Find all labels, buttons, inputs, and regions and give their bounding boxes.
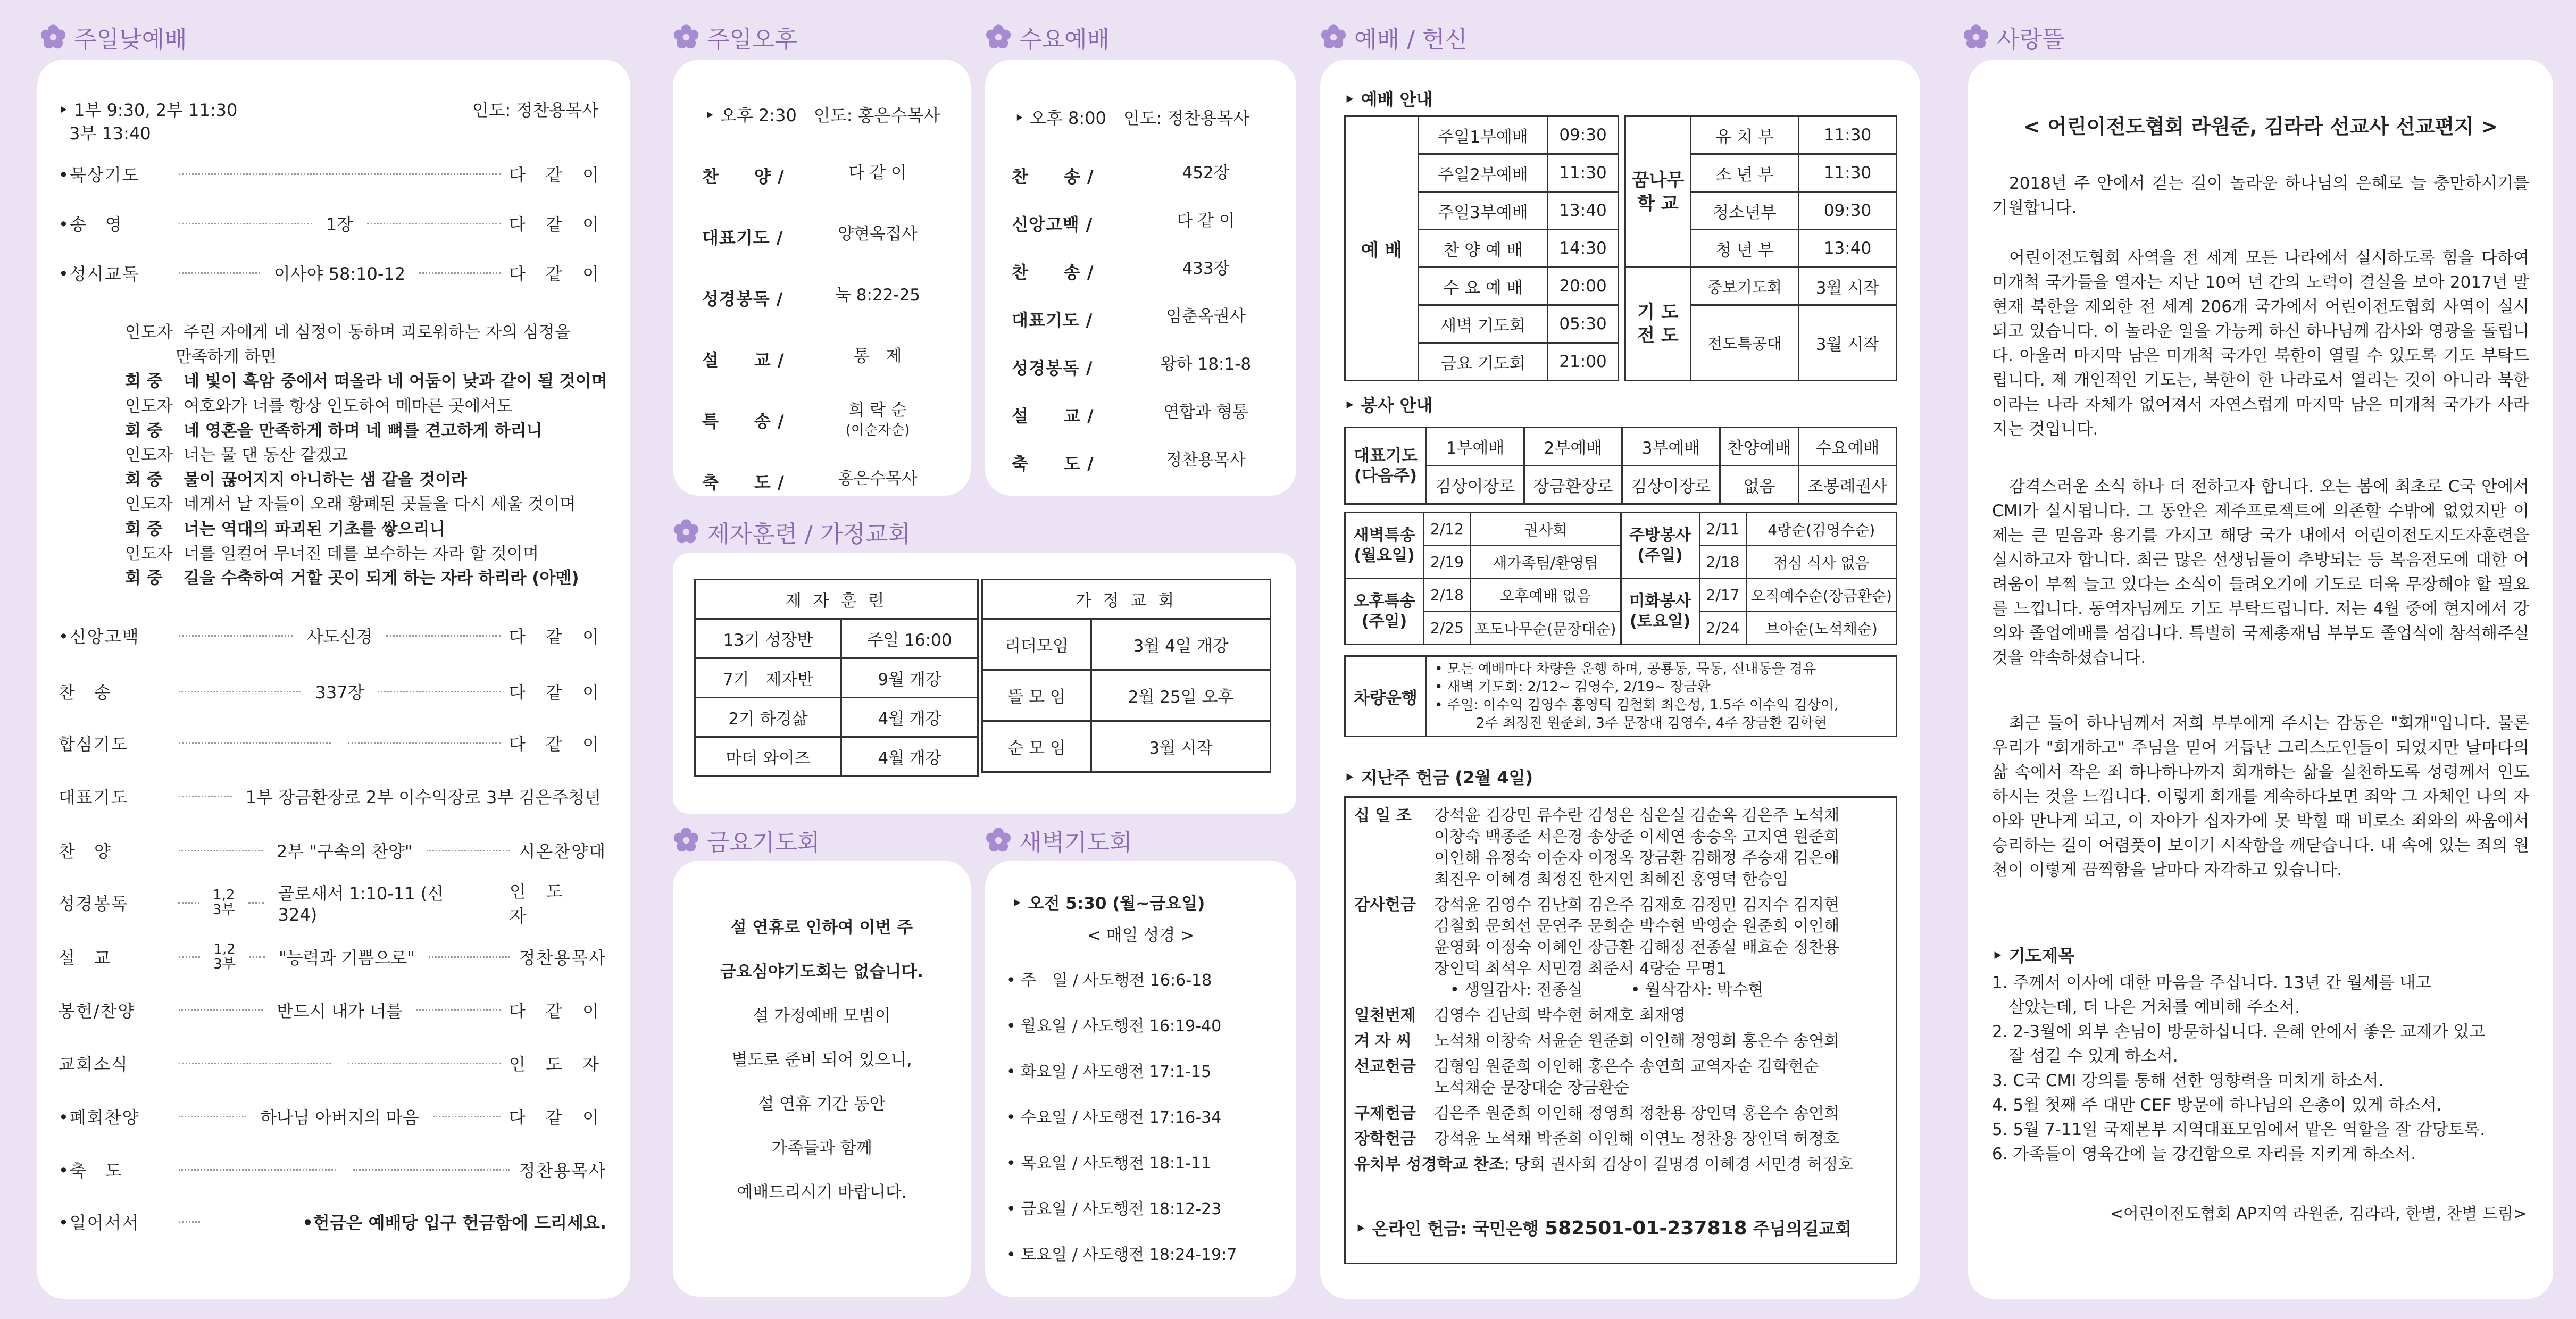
program-label: 찬 양 / [702, 166, 785, 187]
school-dept: 유 치 부 [1691, 116, 1799, 154]
responsive-text: 너는 물 댄 동산 같겠고 [184, 446, 348, 465]
header-sunday-afternoon: 주일오후 [673, 20, 797, 54]
service-item-detail: 337장 [315, 682, 364, 703]
service-item-name: •축 도 [59, 1161, 123, 1181]
offering-label: 구제헌금 [1354, 1104, 1416, 1123]
duty-label: 미화봉사 (토요일) [1621, 579, 1699, 645]
responsive-text: 길을 수축하여 거할 곳이 되게 하는 자라 하리라 (아멘) [184, 569, 579, 588]
service-row [59, 1103, 606, 1130]
service-item-detail: 하나님 아버지의 마음 [260, 1107, 419, 1128]
service-row [59, 622, 606, 649]
service-duty-table [1344, 512, 1897, 645]
service-row [59, 1156, 606, 1183]
schedule-cell: 뜰 모 임 [982, 670, 1091, 721]
wednesday-panel [985, 60, 1296, 496]
service-row [59, 997, 606, 1023]
offering-names: 강석윤 김영수 김난희 김은주 김재호 김정민 김지수 김지현 김철회 문희선 문연주 문희순 박수현 박영순 원준희 이인해 윤영화 이정숙 이혜인 장금환 김해정 전종실 배효순 정찬용 장인덕 최석우 서민경 최준서 4랑순 무명1 • 생일감사: 전종실 • 월삭감사: 박수현 [1434, 896, 1840, 999]
duty-label: 주방봉사 (주일) [1621, 513, 1699, 579]
friday-notice-line: 가족들과 함께 [771, 1139, 872, 1158]
service-time: 09:30 [1548, 116, 1619, 154]
program-label: 축 도 / [702, 472, 785, 492]
program-label: 특 송 / [702, 411, 785, 431]
sunday-afternoon-panel [673, 60, 971, 496]
wednesday-time: ‣ 오후 8:00 인도: 정찬용목사 [1014, 108, 1250, 128]
responsive-text: 만족하게 하면 [176, 347, 277, 367]
program-label: 신앙고백 / [1012, 214, 1093, 235]
discipleship-panel [673, 553, 1296, 814]
service-item-detail: 2부 "구속의 찬양" [276, 841, 413, 862]
offering-label: 유치부 성경학교 찬조 [1354, 1155, 1504, 1174]
friday-notice-line: 예배드리시기 바랍니다. [737, 1183, 907, 1202]
service-item-leader: 다 같 이 [508, 627, 606, 647]
offering-label: 일천번제 [1354, 1006, 1416, 1025]
duty-date: 2/12 [1424, 513, 1471, 546]
schedule-row [695, 737, 978, 777]
responsive-speaker: 인도자 [125, 544, 173, 563]
service-item-detail: 1부 장금환장로 2부 이수익장로 3부 김은주청년 [245, 787, 601, 807]
responsive-line [125, 443, 348, 468]
responsive-line [125, 492, 576, 516]
service-item-leader: 시온찬양대 [519, 841, 606, 862]
schedule-cell: 3월 시작 [1091, 721, 1271, 772]
flower-icon [673, 24, 699, 51]
program-value: 눅 8:22-25 [835, 286, 921, 305]
duty-row [1345, 513, 1897, 546]
house-church-table [981, 579, 1271, 773]
service-part: 1,2 3부 [212, 887, 235, 918]
letter-signature: <어린이전도협회 AP지역 라원준, 김라라, 한별, 찬별 드림> [2110, 1205, 2527, 1223]
car-line: • 모든 예배마다 차량을 운행 하며, 공룡동, 묵동, 신내동을 경유 [1435, 661, 1816, 677]
friday-notice-line: 설 가정예배 모범이 [753, 1006, 891, 1025]
flower-icon [985, 24, 1012, 51]
house-church-title: 가 정 교 회 [982, 580, 1271, 619]
duty-team: 새가족팀/환영팀 [1471, 546, 1621, 579]
friday-prayer-panel [673, 861, 971, 1297]
service-item-detail: "능력과 기쁨으로" [279, 948, 415, 968]
responsive-line [125, 419, 542, 443]
friday-notice-line: 설 연휴 기간 동안 [758, 1095, 886, 1114]
evangel-item: 전도특공대 [1691, 305, 1799, 381]
schedule-cell: 4월 개강 [841, 698, 978, 737]
daily-bible-item: • 월요일 / 사도행전 16:19-40 [1006, 1017, 1222, 1036]
service-item-name: •신앙고백 [59, 627, 140, 647]
service-row [59, 678, 606, 705]
header-discipleship: 제자훈련 / 가정교회 [673, 515, 911, 549]
letter-para: 최근 들어 하나님께서 저희 부부에게 주시는 감동은 "회개"입니다. 물론 우리가 "회개하고" 주님을 믿어 거듭난 그리스도인들이 되었지만 날마다의 삶 속에서 작은 죄 하나하나까지 회개하는 삶을 실천하도록 성령께서 인도하시는 것을 느낍니다. 이렇게 회개를 계속하다보면 죄악 그 자체인 나의 자아와 만나게 되고, 이 자아가 십자가에 못 박힐 때 비로소 죄와의 싸움에서 승리하는 길이 어렴풋이 보이기 시작함을 깨닫습니다. 내 속에 있는 죄의 원천이 이렇게 끔찍함을 날마다 자각하고 있습니다. [1992, 714, 2529, 880]
prayer-item: 4. 5월 첫째 주 대만 CEF 방문에 하나님의 은총이 있게 하소서. [1992, 1096, 2442, 1115]
duty-date: 2/19 [1424, 546, 1471, 579]
service-row [59, 837, 606, 864]
rep-head: 3부예배 [1622, 428, 1720, 466]
responsive-text: 네 영혼을 만족하게 하며 네 뼈를 견고하게 하리니 [184, 421, 543, 440]
schedule-cell: 2기 하경삶 [695, 698, 841, 737]
schedule-row [695, 698, 978, 737]
service-item-name: 찬 송 [59, 682, 112, 703]
service-name: 새벽 기도회 [1419, 305, 1548, 343]
program-value: 다 같 이 [848, 163, 907, 182]
offering-row [1354, 1103, 1839, 1124]
service-time: 20:00 [1548, 268, 1619, 305]
program-value: 다 같 이 [1177, 211, 1235, 230]
duty-date: 2/25 [1424, 612, 1471, 645]
duty-date: 2/18 [1424, 579, 1471, 612]
schedule-cell: 주일 16:00 [841, 619, 978, 658]
dawn-time: ‣ 오전 5:30 (월~금요일) [1012, 894, 1205, 913]
school-dept: 소 년 부 [1691, 154, 1799, 192]
service-item-leader: 다 같 이 [508, 1001, 607, 1021]
worship-label: 예 배 [1345, 116, 1419, 381]
header-sunday-morning: 주일낮예배 [40, 20, 187, 54]
car-line: • 주일: 이수익 김영수 홍영덕 김철회 최은성, 1.5주 이수익 김상이, [1435, 697, 1839, 713]
duty-date: 2/24 [1699, 612, 1746, 645]
responsive-speaker: 회 중 [125, 470, 163, 490]
program-label: 대표기도 / [702, 228, 783, 248]
rep-prayer-label: 대표기도 (다음주) [1345, 428, 1427, 504]
schedule-cell: 3월 4일 개강 [1091, 619, 1271, 670]
worship-row [1345, 116, 1897, 154]
service-name: 금요 기도회 [1419, 343, 1548, 381]
program-value: 임춘옥권사 [1166, 307, 1246, 326]
car-label: 차량운행 [1345, 656, 1427, 737]
rep-value: 김상이장로 [1622, 466, 1720, 504]
responsive-speaker: 회 중 [125, 569, 163, 588]
offering-row [1354, 1154, 1853, 1175]
school-time: 11:30 [1799, 116, 1897, 154]
worship-offering-panel [1320, 60, 1920, 1299]
rep-head: 찬양예배 [1720, 428, 1799, 466]
flower-icon [1320, 24, 1347, 51]
offering-title: ‣ 지난주 헌금 (2월 4일) [1344, 767, 1533, 788]
daily-bible-item: • 주 일 / 사도행전 16:6-18 [1006, 971, 1212, 990]
service-item-leader: 다 같 이 [508, 1107, 606, 1128]
prayer-item: 2. 2-3월에 외부 손님이 방문하십니다. 은혜 안에서 좋은 교제가 있고 [1992, 1022, 2486, 1041]
friday-notice-line: 설 연휴로 인하여 이번 주 [730, 918, 913, 937]
service-item-name: 봉헌/찬양 [59, 1001, 136, 1021]
service-item-leader: 인 도 자 [508, 1054, 606, 1074]
school-dept: 청 년 부 [1691, 230, 1799, 268]
duty-label: 새벽특송 (월요일) [1345, 513, 1424, 579]
duty-team: 4랑순(김영수순) [1746, 513, 1897, 546]
morning-time: ‣ 1부 9:30, 2부 11:30 [59, 100, 238, 120]
responsive-text: 여호와가 너를 항상 인도하여 메마른 곳에서도 [184, 396, 513, 416]
offering-label: 장학헌금 [1354, 1130, 1416, 1148]
discipleship-table [694, 579, 979, 777]
schedule-row [982, 670, 1271, 721]
program-value: 홍은수목사 [838, 469, 918, 488]
rep-head: 2부예배 [1524, 428, 1622, 466]
schedule-cell: 9월 개강 [841, 658, 978, 698]
schedule-cell: 4월 개강 [841, 737, 978, 777]
daily-bible-item: • 토요일 / 사도행전 18:24-19:7 [1006, 1246, 1237, 1264]
rep-value: 장금환장로 [1524, 466, 1622, 504]
service-info-title: ‣ 봉사 안내 [1344, 395, 1433, 415]
letter-title: < 어린이전도협회 라원준, 김라라 선교사 선교편지 > [2023, 115, 2498, 138]
service-time: 14:30 [1548, 230, 1619, 268]
program-label: 찬 송 / [1012, 262, 1094, 282]
offering-label: 감사헌금 [1354, 896, 1416, 914]
service-part: 1,2 3부 [213, 941, 236, 972]
responsive-text: 너를 일컬어 무너진 데를 보수하는 자라 할 것이며 [184, 544, 539, 563]
responsive-line [125, 468, 467, 492]
online-offering: ‣ 온라인 헌금: 국민은행 582501-01-237818 주님의길교회 [1355, 1217, 1852, 1239]
duty-date: 2/18 [1699, 546, 1746, 579]
letter-para: 감격스러운 소식 하나 더 전하고자 합니다. 오는 봄에 최초로 C국 안에서 CMI가 실시됩니다. 그 동안은 제주프로젝트에 의존할 수밖에 없었지만 이제는 큰 믿음과 용기를 가지고 해당 국가 내에서 어린이전도지도자훈련을 실시하고자 합니다. 최근 많은 선생님들이 추방되는 등 복음전도에 대한 어려움이 부쩍 늘고 있다는 소식이 들려오기에 기도로 더욱 무장해야 할 필요를 느낍니다. 동역자님께도 기도 부탁드립니다. 저는 4월 중에 현지에서 강의와 졸업예배를 섬깁니다. 특별히 국제총재님 부부도 졸업식에 참석해주실 것을 약속하셨습니다. [1992, 477, 2529, 667]
offering-names: 노석채 이창숙 서윤순 원준희 이인해 정영희 홍은수 송연희 [1434, 1032, 1840, 1050]
dawn-prayer-panel [985, 861, 1296, 1297]
program-value: 왕하 18:1-8 [1160, 355, 1252, 374]
offering-label: 겨 자 씨 [1354, 1032, 1412, 1050]
offering-names: 김형임 원준희 이인해 홍은수 송연희 교역자순 김학현순 노석채순 문장대순 장금환순 [1434, 1057, 1819, 1097]
responsive-speaker: 회 중 [125, 372, 163, 391]
service-time: 05:30 [1548, 305, 1619, 343]
prayer-item: 살았는데, 더 나은 거처를 예비해 주소서. [1992, 998, 2300, 1017]
service-row-responsive: •성시교독 이사야 58:10-12 다 같 이 [59, 264, 606, 284]
offering-box [1344, 796, 1897, 1264]
service-item-name: •폐회찬양 [59, 1107, 140, 1128]
program-label: 대표기도 / [1012, 310, 1093, 330]
header-love: 사랑뜰 [1963, 20, 2065, 54]
program-label: 축 도 / [1012, 454, 1094, 474]
service-time: 21:00 [1548, 343, 1619, 381]
service-item-leader: 다 같 이 [508, 734, 606, 754]
offering-names: : 당회 권사회 김상이 길명경 이혜경 서민경 허정호 [1504, 1155, 1854, 1174]
school-time: 09:30 [1799, 192, 1897, 230]
offering-names: 강석윤 김강민 류수란 김성은 심은실 김순옥 김은주 노석채 이창숙 백종준 서은경 송상준 이세연 송승옥 고지연 원준희 이인해 유정숙 이순자 이정옥 장금환 김해정 주승재 김은애 최진우 이혜경 최정진 한지연 최혜진 홍영덕 한승임 [1434, 806, 1840, 889]
schedule-row [982, 721, 1271, 772]
school-time: 11:30 [1799, 154, 1897, 192]
schedule-row [695, 658, 978, 698]
service-item-leader: 정찬용목사 [519, 948, 606, 968]
duty-team: 오직예수순(장금환순) [1746, 579, 1897, 612]
schedule-row [982, 619, 1271, 670]
friday-notice-line: 별도로 준비 되어 있으니, [731, 1050, 912, 1070]
responsive-text: 네게서 날 자들이 오래 황폐된 곳들을 다시 세울 것이며 [184, 495, 576, 514]
duty-row [1345, 579, 1897, 612]
school-dept: 청소년부 [1691, 192, 1799, 230]
rep-prayer-table [1344, 427, 1897, 505]
responsive-speaker: 회 중 [125, 421, 163, 440]
daily-bible-item: • 화요일 / 사도행전 17:1-15 [1006, 1063, 1212, 1081]
letter-para: 어린이전도협회 사역을 전 세계 모든 나라에서 실시하도록 힘을 다하여 미개척 국가들을 열자는 지난 10여 년 간의 노력이 결실을 보아 2017년 말 현재 북한을 제외한 전 세계 206개 국가에서 어린이전도협회 사역이 실시되고 있습니다. 이 놀라운 일을 가능케 하신 하나님께 감사와 영광을 돌립니다. 아울러 마지막 남은 미개척 국가인 북한이 열릴 수 있도록 기도 부탁드립니다. 제 개인적인 기도는, 북한이 한 나라로서 열리는 것이 아니라 북한이라는 나라 자체가 없어져서 자연스럽게 마지막 남은 미개척 국가가 사라지는 것입니다. [1992, 248, 2529, 439]
header-friday-prayer: 금요기도회 [673, 823, 820, 857]
evangel-label: 기 도 전 도 [1625, 268, 1691, 381]
program-value: 433장 [1182, 259, 1230, 278]
responsive-text: 물이 끊어지지 아니하는 샘 같을 것이라 [184, 470, 468, 490]
duty-team: 포도나무순(문장대순) [1471, 612, 1621, 645]
program-label: 성경봉독 / [702, 289, 783, 309]
responsive-speaker: 인도자 [125, 323, 173, 342]
morning-leader: 인도: 정찬용목사 [472, 100, 598, 120]
prayer-item: 5. 5월 7-11일 국제본부 지역대표모임에서 맡은 역할을 잘 감당토록. [1992, 1120, 2486, 1139]
evangel-time: 3월 시작 [1799, 305, 1897, 381]
service-time: 11:30 [1548, 154, 1619, 192]
program-value: 정찬용목사 [1166, 450, 1246, 470]
morning-time-3: 3부 13:40 [69, 123, 151, 144]
program-value: 양현옥집사 [838, 224, 918, 244]
responsive-speaker: 회 중 [125, 519, 163, 539]
duty-team: 브아순(노석채순) [1746, 612, 1897, 645]
rep-head: 1부예배 [1427, 428, 1524, 466]
daily-bible-item: • 금요일 / 사도행전 18:12-23 [1006, 1200, 1222, 1218]
prayer-title: ‣ 기도제목 [1992, 946, 2075, 966]
service-item-detail: 반드시 내가 너를 [277, 1001, 403, 1021]
daily-bible-item: • 수요일 / 사도행전 17:16-34 [1006, 1108, 1222, 1127]
schedule-cell: 마더 와이즈 [695, 737, 841, 777]
responsive-speaker: 인도자 [125, 446, 173, 465]
service-row-doxology: •송 영 1장 다 같 이 [59, 214, 606, 235]
program-value: 452장 [1182, 163, 1230, 182]
service-item-name: 설 교 [59, 948, 112, 968]
service-row [59, 783, 606, 809]
program-label: 설 교 / [1012, 406, 1094, 426]
service-item-leader: 인 도 자 [509, 881, 570, 926]
duty-date: 2/17 [1699, 579, 1746, 612]
flower-icon [40, 24, 66, 51]
school-label: 꿈나무 학 교 [1625, 116, 1691, 268]
program-value: 연합과 형통 [1163, 403, 1248, 422]
rep-value: 김상이장로 [1427, 466, 1524, 504]
responsive-speaker: 인도자 [125, 396, 173, 416]
schedule-cell: 13기 성장반 [695, 619, 841, 658]
evangel-item: 중보기도회 [1691, 268, 1799, 305]
rep-value: 조봉례권사 [1798, 466, 1896, 504]
service-name: 주일1부예배 [1419, 116, 1548, 154]
responsive-text: 너는 역대의 파괴된 기초를 쌓으리니 [184, 519, 446, 539]
rep-head: 수요예배 [1798, 428, 1896, 466]
duty-team: 오후예배 없음 [1471, 579, 1621, 612]
program-value: 희 락 순 (이순자순) [845, 400, 910, 438]
prayer-item: 6. 가족들이 영육간에 늘 강건함으로 자리를 지키게 하소서. [1992, 1145, 2416, 1164]
afternoon-time: ‣ 오후 2:30 인도: 홍은수목사 [705, 105, 940, 126]
daily-bible-title: < 매일 성경 > [1087, 926, 1195, 945]
offering-row [1354, 1129, 1839, 1150]
service-item-leader: 정찬용목사 [519, 1161, 606, 1181]
service-row [59, 881, 606, 926]
offering-row [1354, 895, 1839, 1001]
offering-row [1354, 805, 1839, 890]
responsive-line [125, 541, 539, 566]
schedule-row [695, 619, 978, 658]
header-wednesday: 수요예배 [985, 20, 1110, 54]
prayer-item: 1. 주께서 이사에 대한 마음을 주십니다. 13년 간 월세를 내고 [1992, 973, 2432, 992]
responsive-line [176, 345, 277, 369]
friday-notice-line: 금요심야기도회는 없습니다. [720, 962, 923, 981]
worship-info-title: ‣ 예배 안내 [1344, 89, 1433, 110]
offering-row [1354, 1005, 1686, 1026]
offering-row [1354, 1031, 1839, 1052]
evangel-time: 3월 시작 [1799, 268, 1897, 305]
service-row [59, 730, 606, 756]
car-info [1427, 656, 1897, 737]
responsive-line [125, 394, 512, 419]
offering-names: 김은주 원준희 이인해 정영희 정찬용 장인덕 홍은수 송연희 [1434, 1104, 1840, 1123]
car-line: • 새벽 기도회: 2/12~ 김영수, 2/19~ 장금환 [1435, 679, 1711, 695]
service-item-detail: 골로새서 1:10-11 (신 324) [278, 883, 444, 925]
service-name: 주일3부예배 [1419, 192, 1548, 230]
prayer-item: 잘 섬길 수 있게 하소서. [1992, 1047, 2178, 1066]
duty-label: 오후특송 (주일) [1345, 579, 1424, 645]
prayer-item: 3. C국 CMI 강의를 통해 선한 영향력을 미치게 하소서. [1992, 1071, 2384, 1090]
schedule-cell: 순 모 임 [982, 721, 1091, 772]
responsive-text: 주린 자에게 네 심정이 동하며 괴로워하는 자의 심정을 [184, 323, 571, 342]
schedule-cell: 2월 25일 오후 [1091, 670, 1271, 721]
rep-value: 없음 [1720, 466, 1799, 504]
car-line: 2주 최정진 원준희, 3주 문장대 김영수, 4주 장금환 김학현 [1435, 715, 1827, 731]
service-item-name: 찬 양 [59, 841, 112, 862]
service-name: 주일2부예배 [1419, 154, 1548, 192]
responsive-line [125, 517, 445, 541]
program-label: 성경봉독 / [1012, 358, 1093, 378]
daily-bible-item: • 목요일 / 사도행전 18:1-11 [1006, 1154, 1212, 1173]
duty-date: 2/11 [1699, 513, 1746, 546]
worship-schedule-table [1344, 115, 1897, 381]
service-item-leader: 다 같 이 [508, 682, 606, 703]
offering-row [1354, 1056, 1819, 1099]
service-item-name: 합심기도 [59, 734, 129, 754]
offering-names: 김영수 김난희 박수현 허재호 최재영 [1434, 1006, 1686, 1025]
service-name: 수 요 예 배 [1419, 268, 1548, 305]
schedule-cell: 리더모임 [982, 619, 1091, 670]
header-worship-offering: 예배 / 헌신 [1320, 20, 1468, 54]
offering-label: 십 일 조 [1354, 806, 1412, 825]
service-name: 찬 양 예 배 [1419, 230, 1548, 268]
responsive-speaker: 인도자 [125, 495, 173, 514]
header-dawn-prayer: 새벽기도회 [985, 823, 1132, 857]
service-row [59, 941, 606, 972]
duty-team: 권사회 [1471, 513, 1621, 546]
service-item-name: 대표기도 [59, 787, 129, 807]
program-label: 찬 송 / [1012, 166, 1094, 187]
car-table [1344, 655, 1897, 737]
flower-icon [673, 519, 699, 545]
offering-names: 강석윤 노석채 박준희 이인해 이연노 정찬용 장인덕 허정호 [1434, 1130, 1840, 1148]
program-label: 설 교 / [702, 350, 785, 370]
service-item-detail: 사도신경 [306, 627, 373, 647]
responsive-line [125, 320, 571, 345]
offering-label: 선교헌금 [1354, 1057, 1416, 1076]
flower-icon [1963, 24, 1989, 51]
service-item-name: 성경봉독 [59, 894, 129, 914]
flower-icon [985, 827, 1012, 854]
service-row [59, 1050, 606, 1076]
service-item-name: 교회소식 [59, 1054, 129, 1074]
program-value: 통 제 [853, 347, 902, 366]
responsive-line [125, 566, 579, 590]
responsive-line [125, 369, 607, 394]
discipleship-title: 제 자 훈 련 [695, 580, 978, 619]
flower-icon [673, 827, 699, 854]
service-time: 13:40 [1548, 192, 1619, 230]
duty-team: 점심 식사 없음 [1746, 546, 1897, 579]
service-row-silent-prayer: •묵상기도 다 같 이 [59, 165, 606, 185]
school-time: 13:40 [1799, 230, 1897, 268]
love-panel [1968, 60, 2553, 1299]
schedule-cell: 7기 제자반 [695, 658, 841, 698]
letter-para: 2018년 주 안에서 걷는 길이 놀라운 하나님의 은혜로 늘 충만하시기를 기원합니다. [1992, 174, 2529, 218]
responsive-text: 네 빛이 흑암 중에서 떠올라 네 어둠이 낮과 같이 될 것이며 [184, 372, 607, 391]
sunday-morning-panel [37, 60, 630, 1299]
service-row-closing: •일어서서 •헌금은 예배당 입구 헌금함에 드리세요. [59, 1213, 606, 1233]
